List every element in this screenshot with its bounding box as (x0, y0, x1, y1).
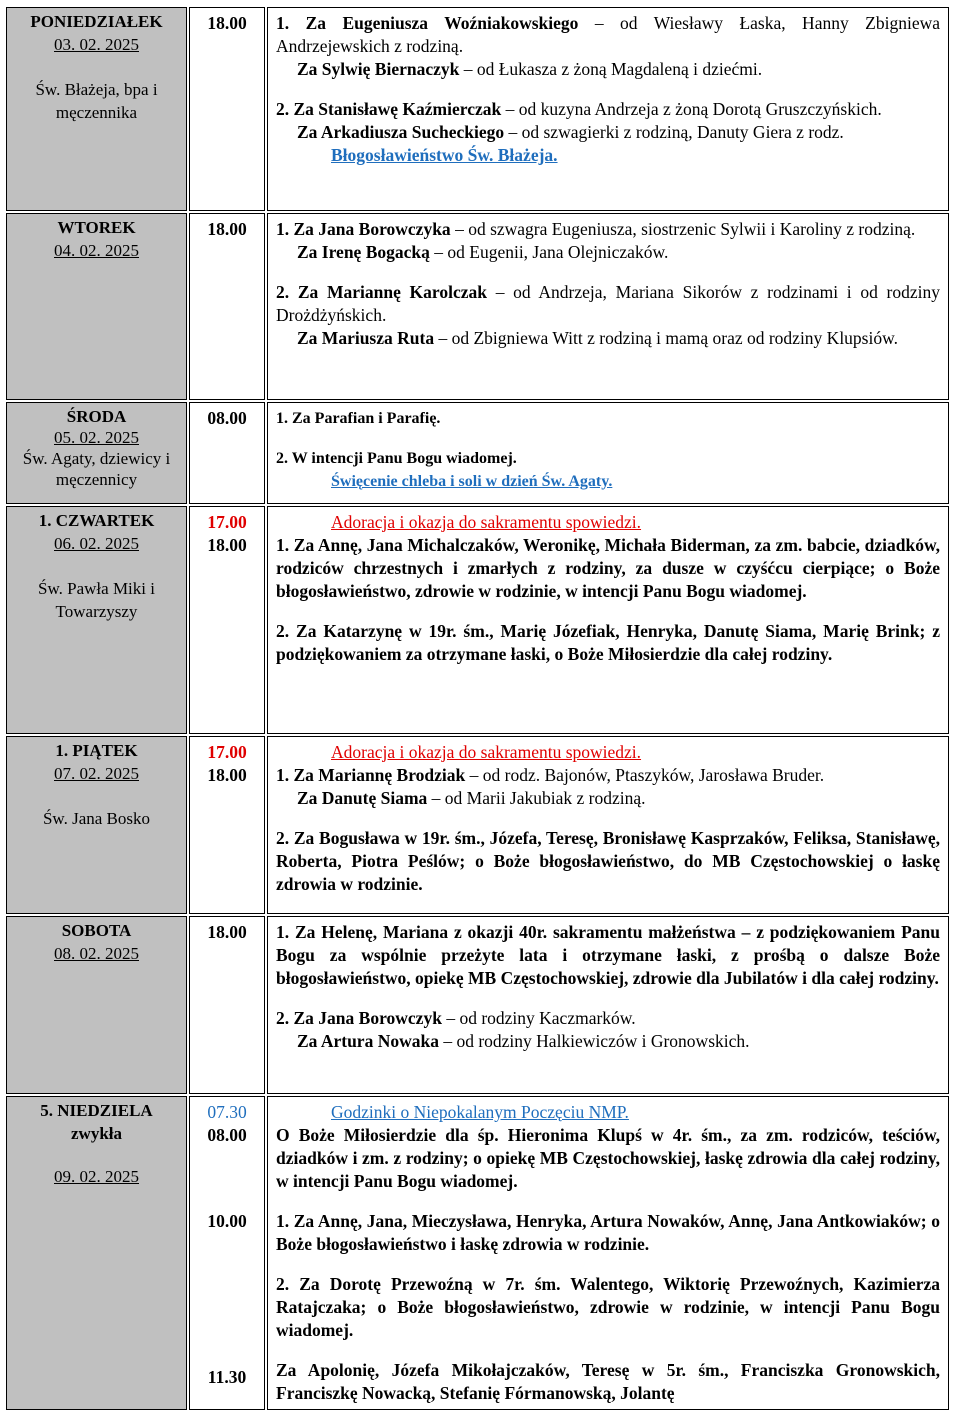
intentions-cell (267, 213, 949, 400)
mass-schedule-table (4, 5, 951, 1412)
day-name: SOBOTA (61, 921, 132, 940)
intention: Za Mariusza Ruta – od Zbigniewa Witt z rodziną i mamą oraz od rodziny Klupsiów. (297, 328, 898, 348)
event-note: Adoracja i okazja do sakramentu spowiedzi. (331, 742, 642, 762)
saint-name: Św. Pawła Miki i Towarzyszy (38, 579, 155, 621)
day-date: 09. 02. 2025 (54, 1167, 139, 1186)
intentions-cell (267, 916, 949, 1094)
intentions-cell (267, 402, 949, 504)
intentions-cell (267, 7, 949, 211)
day-name: WTOREK (57, 218, 136, 237)
day-date: 05. 02. 2025 (54, 428, 139, 447)
intention: 2. Za Mariannę Karolczak – od Andrzeja, Mariana Sikorów z rodzinami i od rodziny Drożdżyńskich. (276, 282, 941, 325)
day-name: PONIEDZIAŁEK (30, 12, 163, 31)
intention: 2. W intencji Panu Bogu wiadomej. (276, 450, 517, 467)
intentions-cell (267, 506, 949, 734)
mass-time: 07.30 (207, 1102, 247, 1122)
day-row-monday (6, 7, 949, 211)
intention: 1. Za Jana Borowczyka – od szwagra Eugeniusza, siostrzenic Sylwii i Karoliny z rodziną. (276, 219, 916, 239)
day-cell (6, 213, 187, 400)
day-row-wednesday (6, 402, 949, 504)
day-cell (6, 506, 187, 734)
mass-time: 11.30 (207, 1367, 247, 1387)
day-date: 04. 02. 2025 (54, 241, 139, 260)
intention: 2. Za Stanisławę Kaźmierczak – od kuzyna Andrzeja z żoną Dorotą Gruszczyńskich. (276, 99, 882, 119)
mass-time: 17.00 (207, 742, 247, 762)
intention: 1. Za Parafian i Parafię. (276, 410, 441, 427)
time-cell (189, 916, 265, 1094)
intention: Za Arkadiusza Sucheckiego – od szwagierki z rodziną, Danuty Giera z rodz. (297, 122, 844, 142)
intentions-cell (267, 1096, 949, 1410)
intention: 2. Za Dorotę Przewoźną w 7r. śm. Walentego, Wiktorię Przewoźnych, Kazimierza Ratajczaka; o Boże błogosławieństwo, zdrowie w rodzinie, w intencji Panu Bogu wiadomej. (276, 1274, 940, 1340)
intentions-cell (267, 736, 949, 914)
time-cell (189, 7, 265, 211)
intention: 1. Za Eugeniusza Woźniakowskiego – od Wiesławy Łaska, Hanny Zbigniewa Andrzejewskich z rodziną. (276, 13, 941, 56)
day-row-sunday (6, 1096, 949, 1410)
saint-name: Św. Błażeja, bpa i męczennika (35, 80, 158, 122)
intention: 1. Za Annę, Jana, Mieczysława, Henryka, Artura Nowaków, Annę, Jana Antkowiaków; o Boże błogosławieństwo i łaskę zdrowia w rodzinie. (276, 1211, 940, 1254)
day-cell (6, 7, 187, 211)
intention: 2. Za Katarzynę w 19r. śm., Marię Józefiak, Henryka, Danutę Siama, Marię Brink; z podziękowaniem za otrzymane łaski, o Boże Miłosierdzie dla całej rodziny. (276, 621, 940, 664)
intention: Za Danutę Siama – od Marii Jakubiak z rodziną. (297, 788, 646, 808)
day-date: 07. 02. 2025 (54, 764, 139, 783)
day-date: 06. 02. 2025 (54, 534, 139, 553)
day-row-tuesday (6, 213, 949, 400)
day-cell (6, 1096, 187, 1410)
event-note: Święcenie chleba i soli w dzień Św. Agaty. (331, 473, 613, 490)
time-cell (189, 1096, 265, 1410)
intention: O Boże Miłosierdzie dla śp. Hieronima Klupś w 4r. śm., za zm. rodziców, teściów, dziadków i zm. z rodziny; o opiekę MB Częstochowskiej, łaskę zdrowia dla całej rodziny, w intencji Panu Bogu wiadomej. (276, 1125, 940, 1191)
mass-time: 18.00 (207, 765, 247, 785)
intention: 1. Za Helenę, Mariana z okazji 40r. sakramentu małżeństwa – z podziękowaniem Panu Bogu za wspólnie przeżyte lata i otrzymane łaski, z prośbą o dalsze Boże błogosławieństwo, opiekę MB Częstochowskiej, zdrowie dla Jubilatów i dla całej rodziny. (276, 922, 940, 988)
day-row-thursday (6, 506, 949, 734)
intention: Za Artura Nowaka – od rodziny Halkiewiczów i Gronowskich. (297, 1031, 750, 1051)
event-note: Godzinki o Niepokalanym Poczęciu NMP. (331, 1102, 629, 1122)
day-row-saturday (6, 916, 949, 1094)
day-cell (6, 736, 187, 914)
intention: Za Sylwię Biernaczyk – od Łukasza z żoną Magdaleną i dziećmi. (297, 59, 763, 79)
saint-name: Św. Agaty, dziewicy i męczennicy (22, 449, 171, 489)
intention: Za Irenę Bogacką – od Eugenii, Jana Olejniczaków. (297, 242, 669, 262)
day-cell (6, 402, 187, 504)
time-cell (189, 213, 265, 400)
intention: 1. Za Annę, Jana Michalczaków, Weronikę, Michała Biderman, za zm. babcie, dziadków, rodziców chrzestnych i zmarłych z rodziny, za dusze w czyśćcu cierpiące; o Boże błogosławieństwo, zdrowie w rodzinie, w intencji Panu Bogu wiadomej. (276, 535, 940, 601)
mass-time: 18.00 (207, 219, 247, 239)
day-name: ŚRODA (66, 407, 127, 426)
day-cell (6, 916, 187, 1094)
intention: 2. Za Bogusława w 19r. śm., Józefa, Teresę, Bronisławę Kasprzaków, Feliksa, Stanisławę, Roberta, Piotra Peślów; o Boże błogosławieństwo, do MB Częstochowskiej o łaskę zdrowia w rodzinie. (276, 828, 940, 894)
mass-time: 18.00 (207, 922, 247, 942)
intention: 1. Za Mariannę Brodziak – od rodz. Bajonów, Ptaszyków, Jarosława Bruder. (276, 765, 825, 785)
day-row-friday (6, 736, 949, 914)
time-cell (189, 736, 265, 914)
time-cell (189, 402, 265, 504)
mass-time: 18.00 (207, 535, 247, 555)
event-note: Adoracja i okazja do sakramentu spowiedzi. (331, 512, 642, 532)
day-subtitle: zwykła (71, 1124, 122, 1143)
day-date: 03. 02. 2025 (54, 35, 139, 54)
intention: 2. Za Jana Borowczyk – od rodziny Kaczmarków. (276, 1008, 636, 1028)
day-date: 08. 02. 2025 (54, 944, 139, 963)
intention: Za Apolonię, Józefa Mikołajczaków, Teresę w 5r. śm., Franciszka Gronowskich, Franciszkę Nowacką, Stefanię Fórmanowską, Jolantę (276, 1360, 940, 1403)
mass-time: 17.00 (207, 512, 247, 532)
mass-time: 10.00 (207, 1211, 247, 1231)
mass-time: 18.00 (207, 13, 247, 33)
mass-time: 08.00 (207, 408, 247, 428)
event-note: Błogosławieństwo Św. Błażeja. (331, 145, 558, 165)
saint-name: Św. Jana Bosko (42, 809, 151, 828)
mass-time: 08.00 (207, 1125, 247, 1145)
time-cell (189, 506, 265, 734)
day-name: 1. PIĄTEK (55, 741, 138, 760)
day-name: 1. CZWARTEK (38, 511, 155, 530)
day-name: 5. NIEDZIELA (40, 1101, 153, 1120)
